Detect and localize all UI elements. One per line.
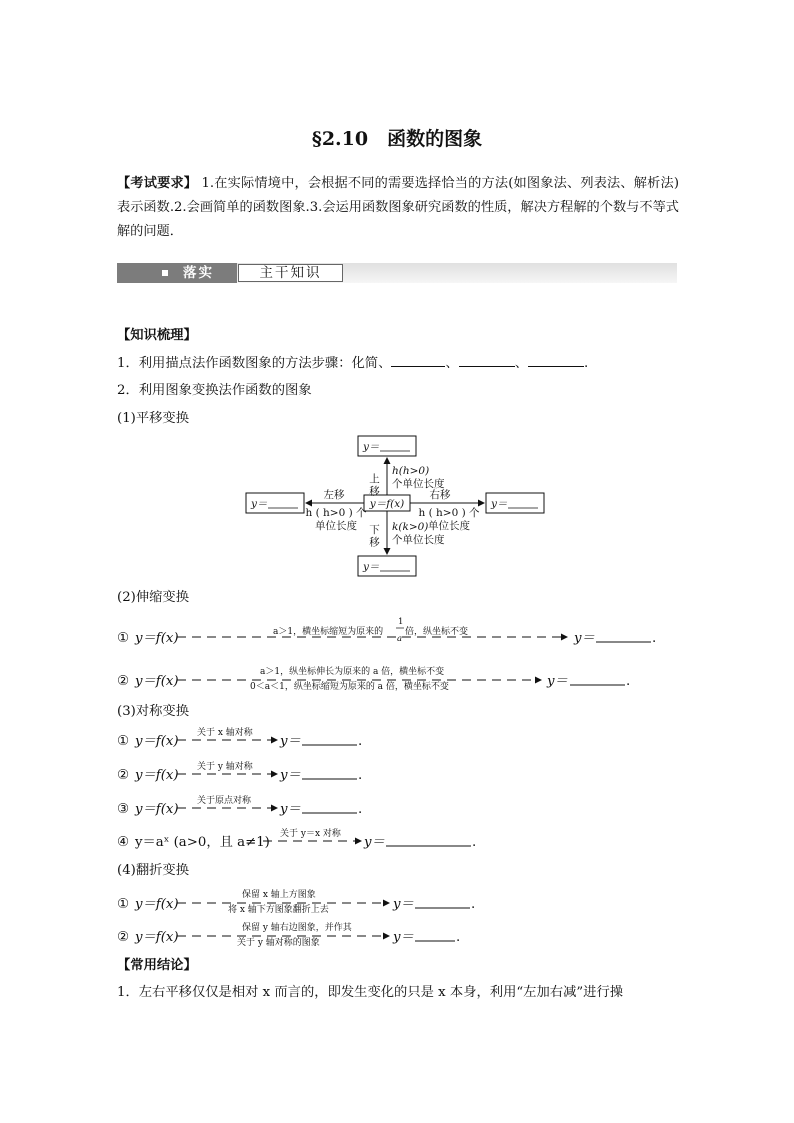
symmetry-heading: (3)对称变换 (117, 704, 190, 719)
conclusion-item-1: 1．左右平移仅仅是相对 x 而言的，即发生变化的只是 x 本身，利用“左加右减”进行操 (117, 985, 624, 1000)
symmetry-4-num: ④ (117, 835, 129, 850)
translation-diagram (240, 430, 560, 582)
stretch-2-cond2: 0＜a＜1，纵坐标缩短为原来的 a 倍，横坐标不变 (250, 682, 449, 692)
up-unit-label: 个单位长度 (392, 478, 445, 490)
down-move-label: 下移 (368, 524, 380, 549)
symmetry-4-lhs: y＝aˣ (a>0，且 a≠1) (135, 835, 270, 850)
up-move-label: 上移 (368, 473, 380, 498)
symmetry-3-rhs: y＝ (280, 802, 301, 817)
flip-1-label-1: 保留 x 轴上方图象 (242, 890, 316, 900)
stretch-2-rhs: y＝ (547, 674, 568, 689)
svg-text:y＝: y＝ (363, 561, 380, 573)
exam-requirements (117, 172, 679, 244)
stretch-1-cond-tail: 倍，纵坐标不变 (405, 627, 469, 637)
symmetry-1-num: ① (117, 734, 129, 749)
right-move-label: 右移 (429, 489, 451, 501)
svg-text:y＝: y＝ (491, 498, 508, 510)
symmetry-items (115, 724, 515, 854)
flip-1-lhs: y＝f(x) (135, 897, 179, 912)
flip-1-label-2: 将 x 轴下方图象翻折上去 (228, 905, 329, 915)
stretch-1-frac-num: 1 (398, 617, 404, 627)
svg-text:.: . (358, 734, 363, 749)
requirements-text: 1.在实际情境中，会根据不同的需要选择恰当的方法(如图象法、列表法、解析法)表示函数.2.会画简单的函数图象.3.会运用函数图象研究函数的性质，解决方程解的个数与不等式解的问题． (117, 176, 680, 239)
svg-text:.: . (456, 930, 461, 945)
right-amount-label: h ( h>0 ) 个 (418, 507, 480, 519)
symmetry-3-label: 关于原点对称 (197, 796, 252, 806)
svg-text:.: . (626, 674, 631, 689)
flip-heading: (4)翻折变换 (117, 863, 190, 878)
up-amount-label: h(h>0) (392, 465, 430, 477)
section-bar (117, 263, 677, 283)
left-move-label: 左移 (323, 489, 345, 501)
svg-text:.: . (358, 802, 363, 817)
flip-1-num: ① (117, 897, 129, 912)
svg-text:y＝: y＝ (363, 441, 380, 453)
stretch-1-num: ① (117, 631, 129, 646)
section-tag: 落实 (117, 263, 237, 283)
symmetry-2-label: 关于 y 轴对称 (197, 762, 253, 772)
stretch-items (115, 612, 675, 702)
down-amount-label: k(k>0) (392, 521, 429, 533)
knowledge-heading: 【知识梳理】 (117, 328, 197, 343)
stretch-2-cond1: a＞1，纵坐标伸长为原来的 a 倍，横坐标不变 (260, 667, 445, 677)
left-unit-label: 单位长度 (315, 520, 357, 532)
symmetry-3-lhs: y＝f(x) (135, 802, 179, 817)
conclusions-heading: 【常用结论】 (117, 958, 197, 973)
requirements-label: 【考试要求】 (117, 176, 198, 191)
svg-text:.: . (358, 768, 363, 783)
flip-2-rhs: y＝ (393, 930, 414, 945)
symmetry-2-num: ② (117, 768, 129, 783)
down-unit-label: 个单位长度 (392, 534, 445, 546)
stretch-1-cond: a＞1，横坐标缩短为原来的 (273, 627, 384, 637)
left-amount-label: h ( h>0 ) 个 (305, 507, 367, 519)
translation-heading: (1)平移变换 (117, 411, 190, 426)
symmetry-1-rhs: y＝ (280, 734, 301, 749)
knowledge-item-2: 2．利用图象变换法作函数的图象 (117, 383, 312, 398)
flip-2-label-2: 关于 y 轴对称的图象 (237, 938, 320, 948)
symmetry-4-label: 关于 y＝x 对称 (280, 829, 341, 839)
symmetry-3-num: ③ (117, 802, 129, 817)
stretch-1-frac-den: a (397, 634, 403, 644)
svg-text:.: . (471, 897, 476, 912)
svg-text:y＝: y＝ (251, 498, 268, 510)
answer-blank (459, 354, 515, 367)
symmetry-1-lhs: y＝f(x) (135, 734, 179, 749)
svg-text:y＝f(x): y＝f(x) (369, 498, 405, 510)
symmetry-4-rhs: y＝ (364, 835, 385, 850)
stretch-2-num: ② (117, 674, 129, 689)
flip-2-label-1: 保留 y 轴右边图象，并作其 (242, 923, 352, 933)
flip-2-num: ② (117, 930, 129, 945)
answer-blank (391, 354, 445, 367)
right-unit-label: 单位长度 (428, 520, 470, 532)
answer-blank (528, 354, 584, 367)
stretch-2-lhs: y＝f(x) (135, 674, 179, 689)
symmetry-1-label: 关于 x 轴对称 (197, 728, 253, 738)
symmetry-2-lhs: y＝f(x) (135, 768, 179, 783)
svg-text:.: . (472, 835, 477, 850)
flip-2-lhs: y＝f(x) (135, 930, 179, 945)
stretch-1-lhs: y＝f(x) (135, 631, 179, 646)
page-title: §2.10 函数的图象 (311, 128, 483, 150)
flip-1-rhs: y＝ (393, 897, 414, 912)
square-bullet-icon (162, 270, 168, 276)
stretch-heading: (2)伸缩变换 (117, 590, 190, 605)
svg-text:.: . (652, 631, 657, 646)
flip-items (115, 883, 515, 953)
symmetry-2-rhs: y＝ (280, 768, 301, 783)
section-title: 主干知识 (238, 264, 343, 282)
knowledge-item-1: 1．利用描点法作函数图象的方法步骤：化简、 、 、 . (117, 356, 589, 371)
stretch-1-rhs: y＝ (574, 631, 595, 646)
